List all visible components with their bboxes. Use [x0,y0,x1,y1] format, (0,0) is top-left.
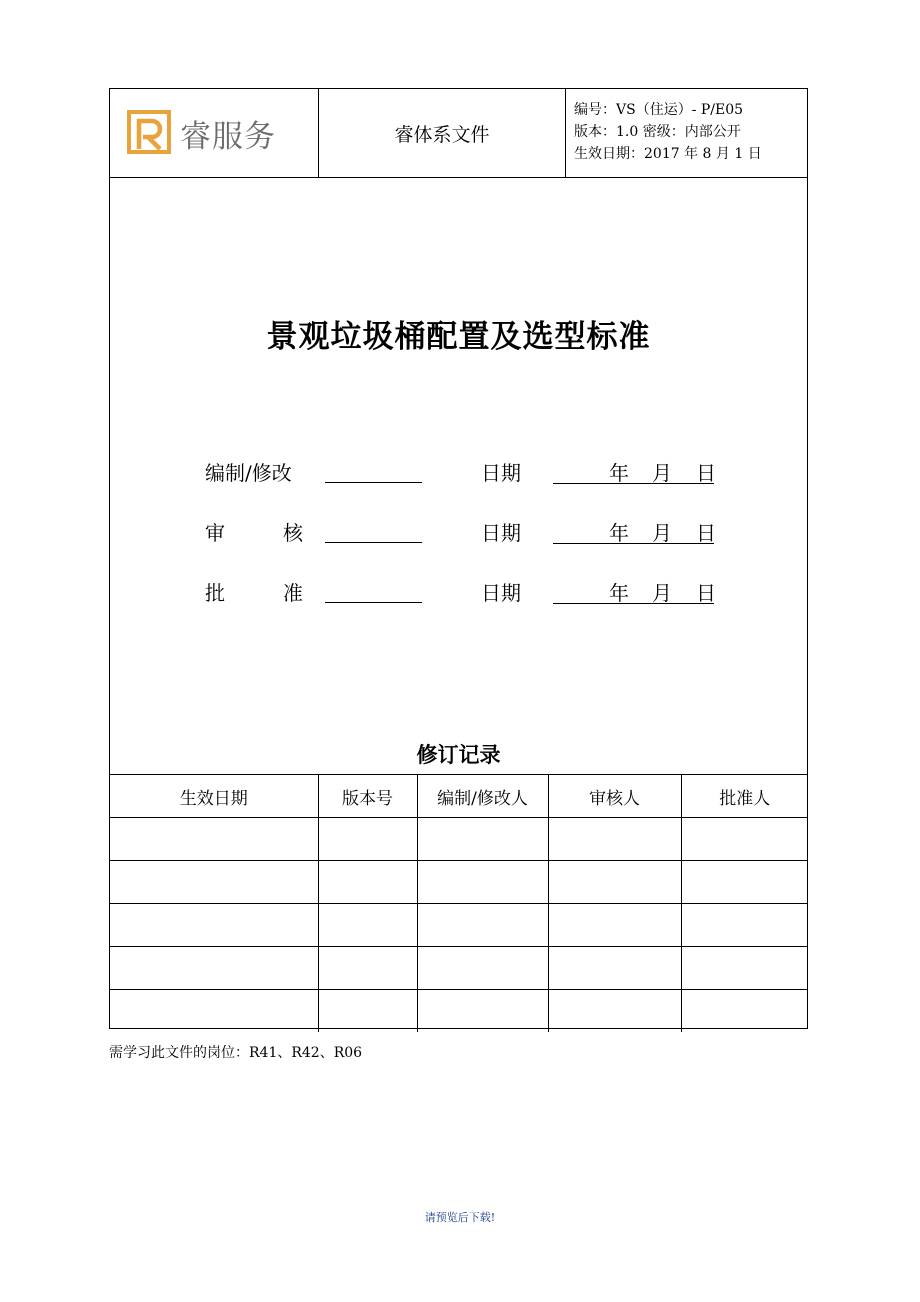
signoff-row-approver [110,577,807,607]
table-cell [110,947,318,990]
logo-text: 睿服务 [180,119,276,155]
date-label: 日期 [481,461,521,485]
revision-record-title: 修订记录 [416,742,501,767]
table-cell [548,990,681,1033]
date-line [553,517,714,544]
column-header: 版本号 [318,775,417,818]
column-header: 批准人 [681,775,808,818]
signature-line [325,482,422,483]
table-row [110,990,808,1033]
table-cell [110,904,318,947]
table-cell [110,861,318,904]
signature-line [325,542,422,543]
table-cell [318,818,417,861]
day-label: 日 [696,461,716,485]
table-cell [681,947,808,990]
signature-line [325,602,422,603]
document-code: 编号：VS（住运）- P/E05 [574,102,744,118]
document-version: 版本：1.0 密级：内部公开 [574,124,741,140]
table-cell [417,818,548,861]
year-label: 年 [609,461,629,485]
table-cell [318,990,417,1033]
logo-cell [110,89,319,177]
year-label: 年 [609,581,629,605]
signoff-row-reviewer [110,517,807,547]
table-cell [110,818,318,861]
system-title: 睿体系文件 [319,89,566,177]
column-header: 审核人 [548,775,681,818]
signoff-label-char: 审 [205,521,225,545]
table-cell [417,904,548,947]
signoff-label-char: 批 [205,581,225,605]
table-cell [681,861,808,904]
table-cell [548,818,681,861]
table-cell [681,904,808,947]
document-frame [109,88,808,1029]
signoff-row-editor [110,457,807,487]
table-cell [318,861,417,904]
table-cell [548,904,681,947]
date-label: 日期 [481,581,521,605]
document-meta [566,89,807,177]
table-header-row [110,775,808,818]
table-cell [548,947,681,990]
day-label: 日 [696,521,716,545]
document-title: 景观垃圾桶配置及选型标准 [266,319,651,355]
column-header: 编制/修改人 [417,775,548,818]
date-line [553,577,714,604]
month-label: 月 [652,461,672,485]
signoff-label-char: 核 [283,521,303,545]
signoff-label [205,577,303,606]
table-cell [417,990,548,1033]
date-line [553,457,714,484]
required-positions-note: 需学习此文件的岗位：R41、R42、R06 [109,1045,363,1061]
table-cell [417,947,548,990]
table-cell [110,990,318,1033]
table-cell [318,947,417,990]
download-footer-link[interactable]: 请预览后下载! [424,1211,496,1224]
table-row [110,947,808,990]
date-label: 日期 [481,521,521,545]
month-label: 月 [652,521,672,545]
month-label: 月 [652,581,672,605]
table-cell [548,861,681,904]
document-header [110,89,807,178]
table-row [110,818,808,861]
effective-date: 生效日期：2017 年 8 月 1 日 [574,146,762,162]
table-row [110,904,808,947]
column-header: 生效日期 [110,775,318,818]
revision-table [110,774,808,1032]
table-cell [681,818,808,861]
table-cell [417,861,548,904]
table-cell [681,990,808,1033]
table-cell [318,904,417,947]
signoff-label-char: 准 [283,581,303,605]
year-label: 年 [609,521,629,545]
table-row [110,861,808,904]
signoff-label: 编制/修改 [205,461,292,485]
brand-logo-icon [126,109,172,155]
day-label: 日 [696,581,716,605]
signoff-label [205,517,303,546]
